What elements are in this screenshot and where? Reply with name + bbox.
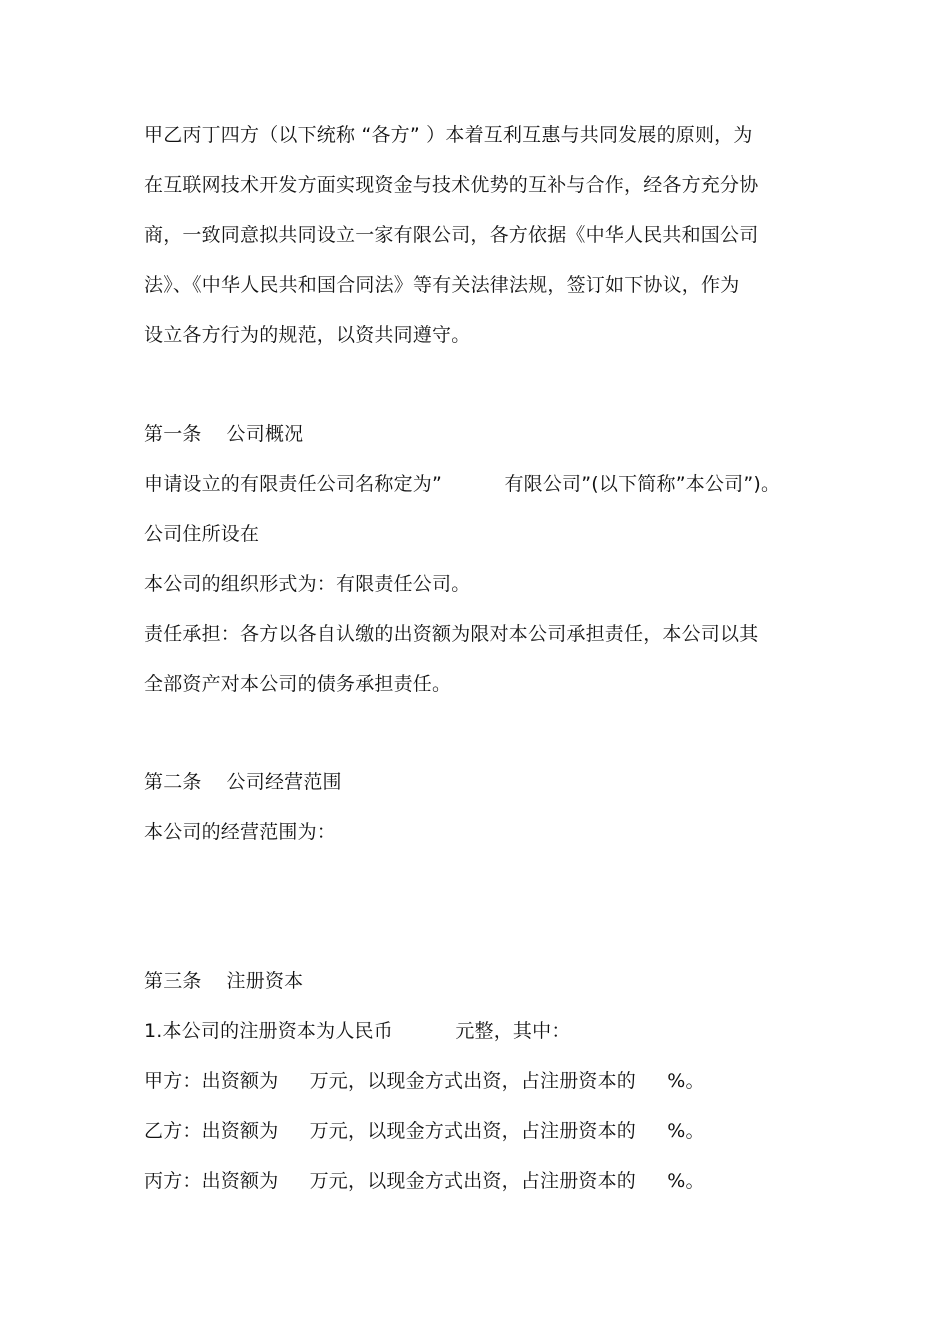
intro-line-2: 在互联网技术开发方面实现资金与技术优势的互补与合作，经各方充分协	[144, 174, 759, 196]
intro-line-3: 商，一致同意拟共同设立一家有限公司，各方依据《中华人民共和国公司	[144, 224, 759, 246]
article-3-line-3: 乙方：出资额为 万元，以现金方式出资，占注册资本的 %。	[144, 1120, 705, 1142]
article-1-line-3: 本公司的组织形式为：有限责任公司。	[144, 573, 471, 595]
article-1-heading: 第一条 公司概况	[144, 423, 304, 445]
article-3-line-1: 1.本公司的注册资本为人民币 元整，其中：	[144, 1020, 571, 1042]
article-1-line-4: 责任承担：各方以各自认缴的出资额为限对本公司承担责任，本公司以其	[144, 623, 759, 645]
article-1-line-1: 申请设立的有限责任公司名称定为” 有限公司”(以下简称”本公司”)。	[144, 473, 781, 495]
article-1-line-2: 公司住所设在	[144, 523, 260, 545]
article-1-line-5: 全部资产对本公司的债务承担责任。	[144, 673, 452, 695]
article-3-line-4: 丙方：出资额为 万元，以现金方式出资，占注册资本的 %。	[144, 1170, 705, 1192]
article-2-line-1: 本公司的经营范围为：	[144, 821, 337, 843]
intro-line-5: 设立各方行为的规范，以资共同遵守。	[144, 324, 471, 346]
article-3-heading: 第三条 注册资本	[144, 970, 304, 992]
intro-line-4: 法》、《中华人民共和国合同法》等有关法律法规，签订如下协议，作为	[144, 274, 740, 296]
intro-line-1: 甲乙丙丁四方（以下统称 “各方” ）本着互利互惠与共同发展的原则，为	[144, 124, 753, 146]
article-3-line-2: 甲方：出资额为 万元，以现金方式出资，占注册资本的 %。	[144, 1070, 705, 1092]
article-2-heading: 第二条 公司经营范围	[144, 771, 342, 793]
